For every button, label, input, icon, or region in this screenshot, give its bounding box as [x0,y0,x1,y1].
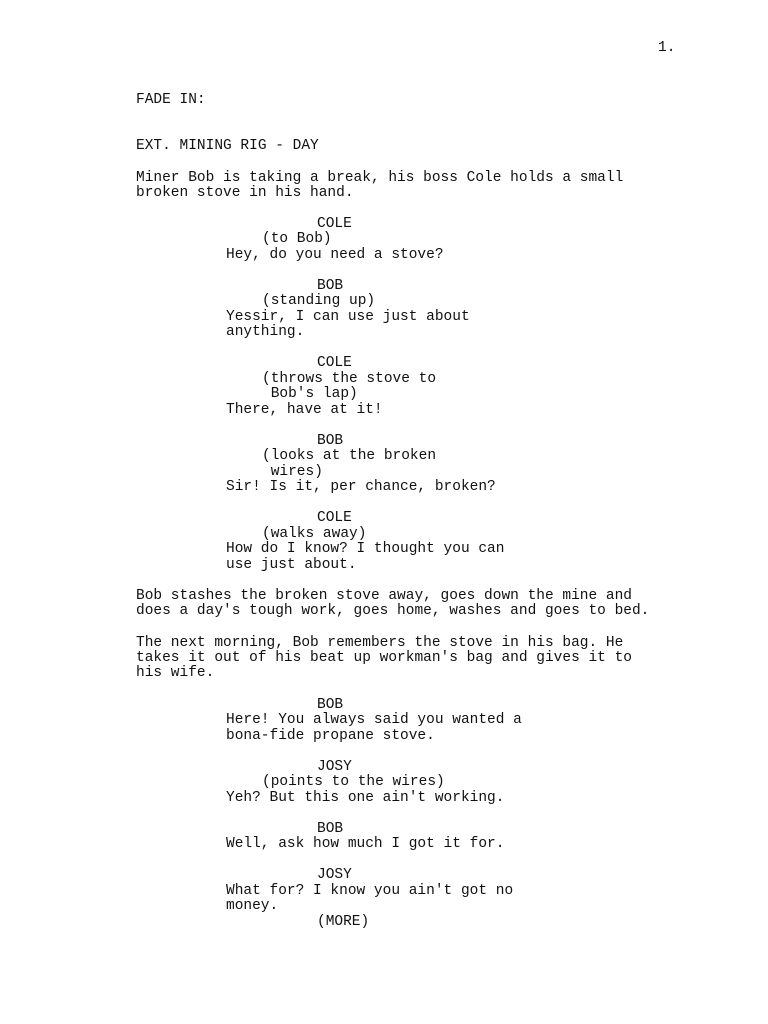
dialogue-line: use just about. [226,557,357,573]
dialogue-line: Yeh? But this one ain't working. [226,790,505,806]
dialogue-line: anything. [226,324,305,340]
action-line: his wife. [136,665,215,681]
dialogue-line: Here! You always said you wanted a [226,712,522,728]
parenthetical: wires) [262,464,323,480]
character-name: BOB [317,821,344,837]
parenthetical: (walks away) [262,526,367,542]
character-name: JOSY [317,867,352,883]
transition: FADE IN: [136,92,206,108]
character-name: BOB [317,433,344,449]
dialogue-line: Well, ask how much I got it for. [226,836,505,852]
dialogue-line: How do I know? I thought you can [226,541,505,557]
character-name: COLE [317,216,352,232]
dialogue-line: bona-fide propane stove. [226,728,435,744]
dialogue-line: What for? I know you ain't got no [226,883,514,899]
action-line: Miner Bob is taking a break, his boss Cole holds a small [136,170,624,186]
dialogue-line: Sir! Is it, per chance, broken? [226,479,496,495]
character-name: BOB [317,697,344,713]
action-line: takes it out of his beat up workman's bag and gives it to [136,650,632,666]
dialogue-line: Hey, do you need a stove? [226,247,444,263]
parenthetical: (to Bob) [262,231,332,247]
dialogue-line: money. [226,898,279,914]
parenthetical: (standing up) [262,293,376,309]
character-name: COLE [317,355,352,371]
action-line: does a day's tough work, goes home, washes and goes to bed. [136,603,650,619]
character-name: BOB [317,278,344,294]
action-line: broken stove in his hand. [136,185,354,201]
page-number: 1. [658,40,676,56]
parenthetical: (looks at the broken [262,448,437,464]
action-line: Bob stashes the broken stove away, goes down the mine and [136,588,632,604]
parenthetical: (throws the stove to [262,371,437,387]
dialogue-line: There, have at it! [226,402,383,418]
scene-heading: EXT. MINING RIG - DAY [136,138,319,154]
dialogue-line: Yessir, I can use just about [226,309,470,325]
more-marker: (MORE) [317,914,370,930]
character-name: COLE [317,510,352,526]
character-name: JOSY [317,759,352,775]
parenthetical: Bob's lap) [262,386,358,402]
parenthetical: (points to the wires) [262,774,445,790]
action-line: The next morning, Bob remembers the stove in his bag. He [136,635,624,651]
